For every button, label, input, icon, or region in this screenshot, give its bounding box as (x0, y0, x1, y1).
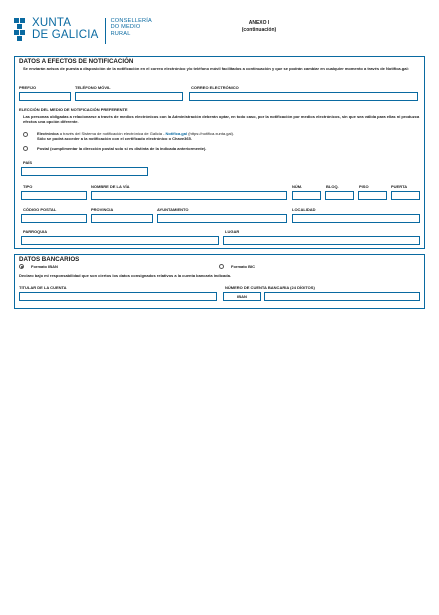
xunta-emblem-icon (14, 18, 28, 42)
postcode-label: CÓDIGO POSTAL (23, 207, 57, 212)
mobile-field[interactable] (75, 92, 183, 101)
block-field[interactable] (325, 191, 354, 200)
place-field[interactable] (223, 236, 420, 245)
bank-section (14, 254, 425, 309)
street-field[interactable] (91, 191, 287, 200)
type-label: TIPO (23, 184, 33, 189)
country-field[interactable] (21, 167, 148, 176)
electronic-note: Sólo se podrá acceder a la notificación con el certificado electrónico o Chave365. (37, 136, 192, 141)
notification-section (14, 56, 425, 249)
block-label: BLOQ. (326, 184, 339, 189)
notification-intro: Se enviarán avisos de puesta a disposición de la notificación en el correo electrónico y/o teléfono móvil facilitados a continuación y que se podrán cambiar en cualquier momento a través de Notifica.gal: (23, 66, 409, 71)
bic-radio[interactable] (219, 264, 224, 269)
floor-label: PISO (359, 184, 369, 189)
door-label: PUERTA (391, 184, 408, 189)
bank-section-title: DATOS BANCARIOS (19, 256, 80, 263)
xunta-logo (14, 18, 152, 44)
council-label: AYUNTAMIENTO (157, 207, 189, 212)
email-label: CORREO ELECTRÓNICO (191, 85, 239, 90)
postal-radio[interactable] (23, 146, 28, 151)
country-label: PAÍS (23, 160, 33, 165)
door-field[interactable] (391, 191, 420, 200)
iban-radio[interactable] (19, 264, 24, 269)
section-title: DATOS A EFECTOS DE NOTIFICACIÓN (19, 58, 134, 65)
province-label: PROVINCIA (91, 207, 114, 212)
mobile-label: TELÉFONO MÓVIL (75, 85, 111, 90)
email-field[interactable] (189, 92, 418, 101)
department-name: CONSELLERÍA DO MEDIO RURAL (110, 18, 152, 37)
number-label: NÚM. (292, 184, 303, 189)
prefix-label: PREFIJO (19, 85, 37, 90)
postal-option: Postal (cumplimentar la dirección postal solo si es distinta de la indicada anteriormente). (37, 146, 207, 151)
bic-option-label: Formato BIC (231, 264, 255, 269)
iban-option-label: Formato IBAN (31, 264, 58, 269)
annex-heading: ANEXO I (continuación) (241, 20, 277, 33)
electronic-option: Electrónica a través del Sistema de notificación electrónica de Galicia - Notifica.gal (https://notifica.xunta.gal). (37, 131, 235, 136)
locality-label: LOCALIDAD (292, 207, 316, 212)
logo-divider (105, 18, 106, 44)
choice-title: ELECCIÓN DEL MEDIO DE NOTIFICACIÓN PREFERENTE (19, 107, 128, 112)
number-field[interactable] (292, 191, 321, 200)
iban-prefix-field: IBAN (223, 292, 261, 301)
parish-field[interactable] (21, 236, 219, 245)
locality-field[interactable] (292, 214, 420, 223)
holder-field[interactable] (19, 292, 217, 301)
street-label: NOMBRE DE LA VÍA (91, 184, 130, 189)
type-field[interactable] (21, 191, 87, 200)
holder-label: TITULAR DE LA CUENTA (19, 285, 67, 290)
account-label: NÚMERO DE CUENTA BANCARIA (24 DÍGITOS) (225, 285, 315, 290)
electronic-radio[interactable] (23, 132, 28, 137)
choice-intro: Las personas obligadas a relacionarse a través de medios electrónicos con la Administración deberán optar, en todo caso, por la notificación por medios electrónicos, sin que sea válida para ellas ni produzca efectos una opción diferente. (23, 114, 420, 124)
postcode-field[interactable] (21, 214, 87, 223)
prefix-field[interactable] (19, 92, 71, 101)
place-label: LUGAR (225, 229, 240, 234)
floor-field[interactable] (358, 191, 387, 200)
logo-wordmark: XUNTA DE GALICIA (32, 17, 99, 41)
province-field[interactable] (91, 214, 153, 223)
account-number-field[interactable] (264, 292, 420, 301)
bank-declaration: Declaro bajo mi responsabilidad que son ciertos los datos consignados relativos a la cuenta bancaria indicada. (19, 273, 232, 278)
parish-label: PARROQUIA (23, 229, 48, 234)
council-field[interactable] (157, 214, 287, 223)
document-header (14, 16, 425, 48)
